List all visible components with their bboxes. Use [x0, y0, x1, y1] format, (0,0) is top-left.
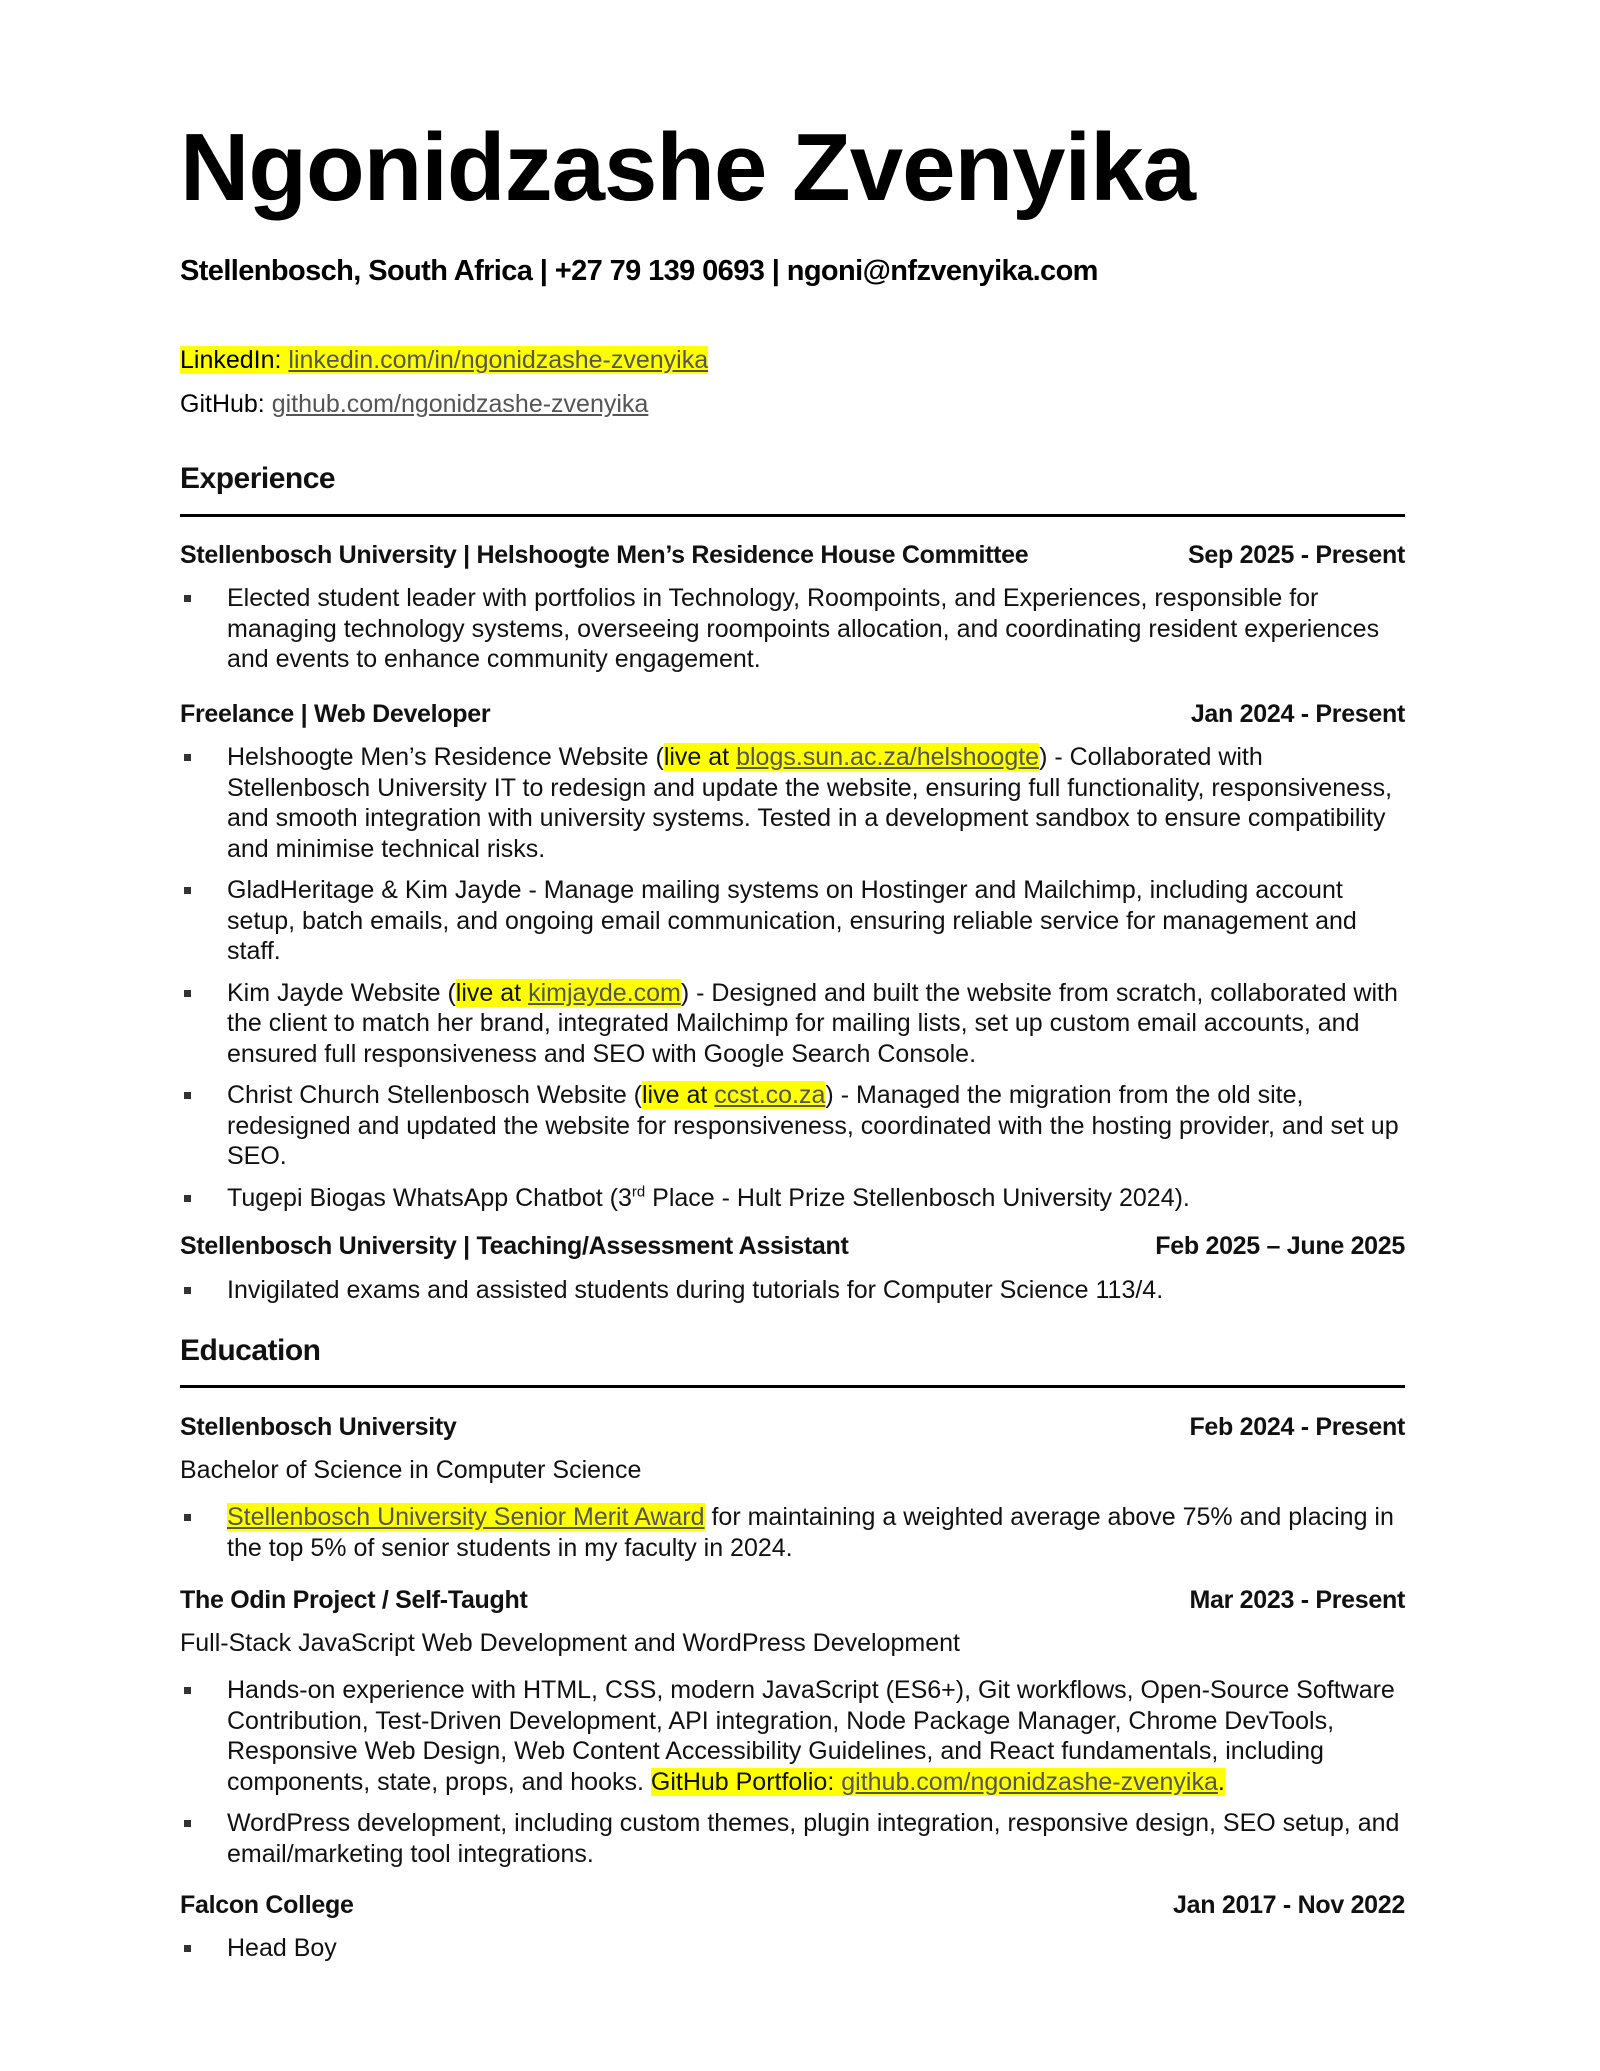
- ccst-link[interactable]: ccst.co.za: [714, 1081, 826, 1109]
- contact-line: Stellenbosch, South Africa | +27 79 139 0693 | ngoni@nfzvenyika.com: [180, 255, 1098, 287]
- bullet-item: Elected student leader with portfolios in Technology, Roompoints, and Experiences, responsible for managing technology systems, overseeing roompoints allocation, and coordinating resident experiences and events to enhance community engagement.: [180, 583, 1405, 675]
- experience-bullets: [180, 1275, 1405, 1317]
- bullet-text: Tugepi Biogas WhatsApp Chatbot (3: [227, 1183, 632, 1212]
- bullet-item: [180, 742, 1405, 864]
- merit-award-link[interactable]: Stellenbosch University Senior Merit Award: [227, 1503, 705, 1531]
- degree-title: Bachelor of Science in Computer Science: [180, 1456, 642, 1484]
- program-title: Full-Stack JavaScript Web Development and WordPress Development: [180, 1629, 960, 1657]
- bullet-text: GitHub Portfolio:: [650, 1767, 842, 1796]
- experience-bullets: [180, 742, 1405, 1224]
- experience-entry-header: [180, 700, 1405, 729]
- entry-dates: Sep 2025 - Present: [1188, 541, 1405, 569]
- experience-entry-header: [180, 541, 1405, 570]
- highlight: [664, 743, 1039, 771]
- bullet-item: [180, 1080, 1405, 1172]
- highlight: [651, 1768, 1225, 1796]
- entry-dates: Jan 2017 - Nov 2022: [1173, 1891, 1405, 1919]
- entry-org: Freelance | Web Developer: [180, 700, 491, 728]
- github-portfolio-link[interactable]: github.com/ngonidzashe-zvenyika: [841, 1767, 1218, 1796]
- entry-org: Stellenbosch University | Teaching/Assessment Assistant: [180, 1232, 849, 1260]
- bullet-text: live at: [642, 1081, 715, 1109]
- bullet-item: Head Boy: [180, 1933, 1405, 1964]
- highlight: [456, 979, 681, 1007]
- entry-dates: Jan 2024 - Present: [1190, 700, 1405, 728]
- bullet-text: Kim Jayde Website (: [227, 978, 456, 1007]
- helshoogte-link[interactable]: blogs.sun.ac.za/helshoogte: [736, 743, 1040, 771]
- bullet-item: Invigilated exams and assisted students during tutorials for Computer Science 113/4.: [180, 1275, 1405, 1306]
- bullet-item: [180, 978, 1405, 1070]
- highlight: [227, 1503, 705, 1531]
- bullet-text: ) - Collaborated with Stellenbosch University IT to redesign and update the website, ensuring full functionality, responsiveness, and smooth integration with university systems. Tested in a development sandbox to ensure compatibility and minimise technical risks.: [227, 743, 1393, 863]
- bullet-text: live at: [455, 978, 529, 1007]
- education-entry-header: [180, 1586, 1405, 1615]
- education-entry-header: [180, 1413, 1405, 1442]
- bullet-text: Helshoogte Men’s Residence Website (: [227, 743, 664, 771]
- experience-entry-header: [180, 1232, 1405, 1261]
- education-bullets: [180, 1933, 1405, 1975]
- bullet-item: [180, 1502, 1405, 1563]
- entry-org: Stellenbosch University | Helshoogte Men’s Residence House Committee: [180, 541, 1029, 569]
- experience-bullets: [180, 583, 1405, 686]
- entry-dates: Feb 2024 - Present: [1189, 1413, 1405, 1441]
- github-link[interactable]: github.com/ngonidzashe-zvenyika: [271, 390, 649, 418]
- education-bullets: [180, 1502, 1405, 1574]
- entry-org: Falcon College: [180, 1891, 354, 1919]
- bullet-text: .: [1217, 1767, 1225, 1796]
- bullet-item: [180, 1183, 1405, 1214]
- github-line: [180, 390, 648, 419]
- bullet-text: Hands-on experience with HTML, CSS, modern JavaScript (ES6+), Git workflows, Open-Source Software Contribution, Test-Driven Development, API integration, Node Package Manager, Chrome DevTools, Responsive Web Design, Web Content Accessibility Guidelines, and React fundamentals, including components, state, props, and hooks.: [227, 1676, 1395, 1796]
- linkedin-link[interactable]: linkedin.com/in/ngonidzashe-zvenyika: [288, 346, 709, 374]
- experience-divider: [180, 514, 1405, 517]
- experience-heading: Experience: [180, 462, 336, 495]
- education-bullets: [180, 1675, 1405, 1880]
- education-heading: Education: [180, 1334, 321, 1367]
- linkedin-line: [180, 346, 708, 375]
- education-divider: [180, 1385, 1405, 1388]
- education-entry-header: [180, 1891, 1405, 1920]
- bullet-text: ) - Managed the migration from the old site, redesigned and updated the website for responsiveness, coordinated with the hosting provider, and set up SEO.: [227, 1081, 1399, 1170]
- bullet-text: for maintaining a weighted average above 75% and placing in the top 5% of senior students in my faculty in 2024.: [227, 1503, 1394, 1562]
- entry-org: Stellenbosch University: [180, 1413, 457, 1441]
- entry-org: The Odin Project / Self-Taught: [180, 1586, 528, 1614]
- kimjayde-link[interactable]: kimjayde.com: [528, 978, 681, 1007]
- github-label: GitHub:: [180, 390, 272, 418]
- highlight: [642, 1081, 825, 1109]
- superscript: rd: [631, 1183, 646, 1201]
- bullet-text: Christ Church Stellenbosch Website (: [227, 1081, 642, 1109]
- linkedin-highlight: [180, 346, 708, 374]
- bullet-text: Place - Hult Prize Stellenbosch University 2024).: [645, 1183, 1190, 1212]
- entry-dates: Feb 2025 – June 2025: [1155, 1232, 1405, 1260]
- bullet-item: GladHeritage & Kim Jayde - Manage mailing systems on Hostinger and Mailchimp, including account setup, batch emails, and ongoing email communication, ensuring reliable service for management and staff.: [180, 875, 1405, 967]
- candidate-name: Ngonidzashe Zvenyika: [180, 114, 1195, 221]
- entry-dates: Mar 2023 - Present: [1189, 1586, 1405, 1614]
- bullet-item: [180, 1675, 1405, 1797]
- bullet-item: WordPress development, including custom themes, plugin integration, responsive design, SEO setup, and email/marketing tool integrations.: [180, 1808, 1405, 1869]
- bullet-text: ) - Designed and built the website from scratch, collaborated with the client to match her brand, integrated Mailchimp for mailing lists, set up custom email accounts, and ensured full responsiveness and SEO with Google Search Console.: [227, 978, 1398, 1068]
- bullet-text: live at: [663, 743, 737, 771]
- linkedin-label: LinkedIn:: [180, 346, 289, 374]
